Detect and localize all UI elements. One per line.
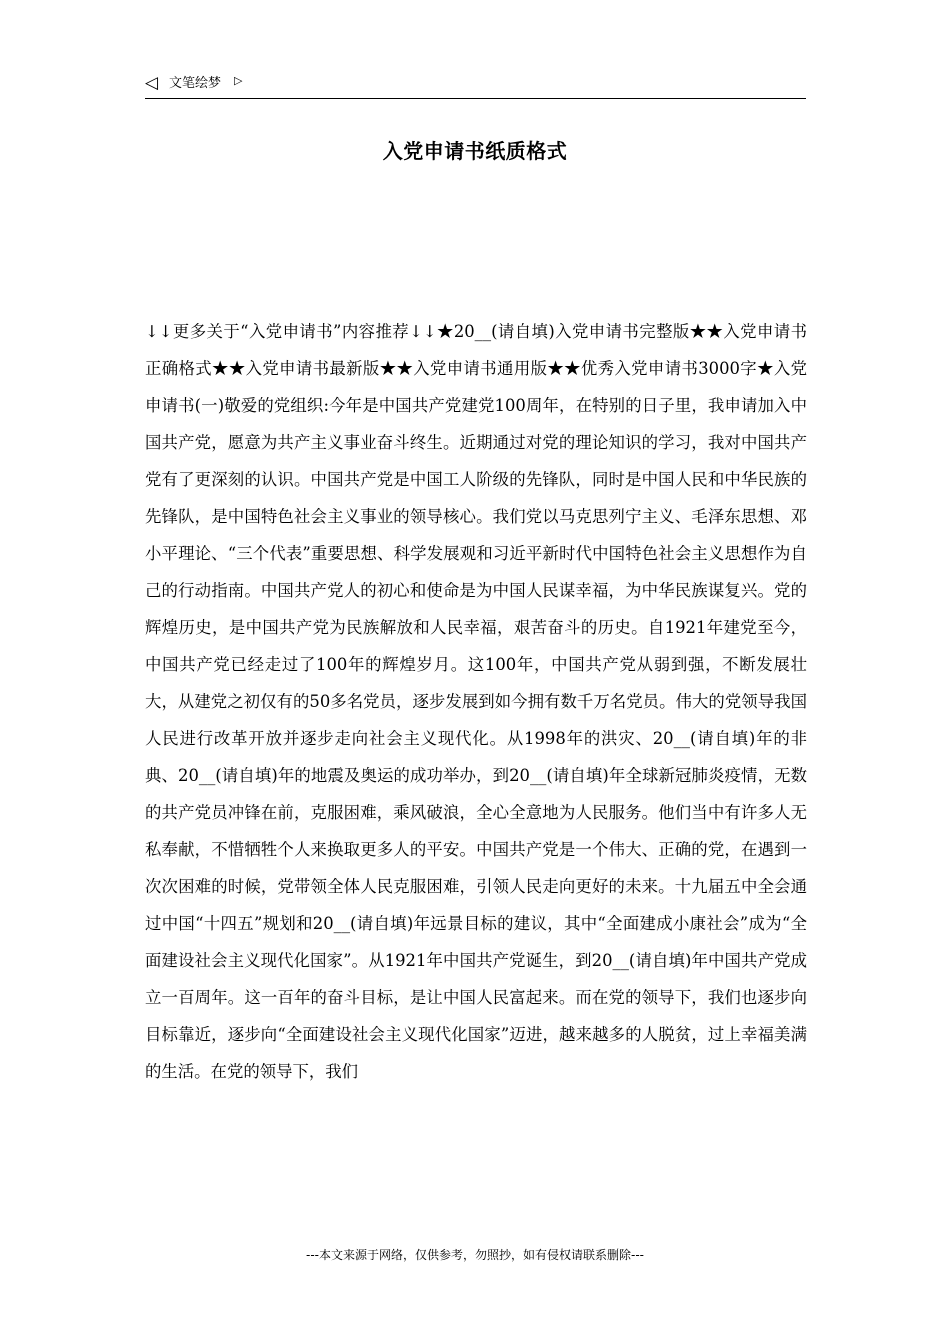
left-triangle-icon: ◁	[145, 73, 159, 93]
brand-label: 文笔绘梦	[169, 76, 222, 91]
document-title: 入党申请书纸质格式	[382, 139, 568, 163]
footer-disclaimer: ---本文来源于网络，仅供参考，勿照抄，如有侵权请联系删除---	[306, 1248, 644, 1262]
right-triangle-icon: ▷	[234, 74, 243, 87]
page-header	[145, 72, 806, 99]
body-paragraph: ↓↓更多关于“入党申请书”内容推荐↓↓★20__(请自填)入党申请书完整版★★入党申请书正确格式★★入党申请书最新版★★入党申请书通用版★★优秀入党申请书3000字★入党申请书(一)敬爱的党组织:今年是中国共产党建党100周年，在特别的日子里，我申请加入中国共产党，愿意为共产主义事业奋斗终生。近期通过对党的理论知识的学习，我对中国共产党有了更深刻的认识。中国共产党是中国工人阶级的先锋队，同时是中国人民和中华民族的先锋队，是中国特色社会主义事业的领导核心。我们党以马克思列宁主义、毛泽东思想、邓小平理论、“三个代表”重要思想、科学发展观和习近平新时代中国特色社会主义思想作为自己的行动指南。中国共产党人的初心和使命是为中国人民谋幸福，为中华民族谋复兴。党的辉煌历史，是中国共产党为民族解放和人民幸福，艰苦奋斗的历史。自1921年建党至今，中国共产党已经走过了100年的辉煌岁月。这100年，中国共产党从弱到强，不断发展壮大，从建党之初仅有的50多名党员，逐步发展到如今拥有数千万名党员。伟大的党领导我国人民进行改革开放并逐步走向社会主义现代化。从1998年的洪灾、20__(请自填)年的非典、20__(请自填)年的地震及奥运的成功举办，到20__(请自填)年全球新冠肺炎疫情，无数的共产党员冲锋在前，克服困难，乘风破浪，全心全意地为人民服务。他们当中有许多人无私奉献，不惜牺牲个人来换取更多人的平安。中国共产党是一个伟大、正确的党，在遇到一次次困难的时候，党带领全体人民克服困难，引领人民走向更好的未来。十九届五中全会通过中国“十四五”规划和20__(请自填)年远景目标的建议，其中“全面建成小康社会”成为“全面建设社会主义现代化国家”。从1921年中国共产党诞生，到20__(请自填)年中国共产党成立一百周年。这一百年的奋斗目标，是让中国人民富起来。而在党的领导下，我们也逐步向目标靠近，逐步向“全面建设社会主义现代化国家”迈进，越来越多的人脱贫，过上幸福美满的生活。在党的领导下，我们	[145, 322, 807, 1081]
